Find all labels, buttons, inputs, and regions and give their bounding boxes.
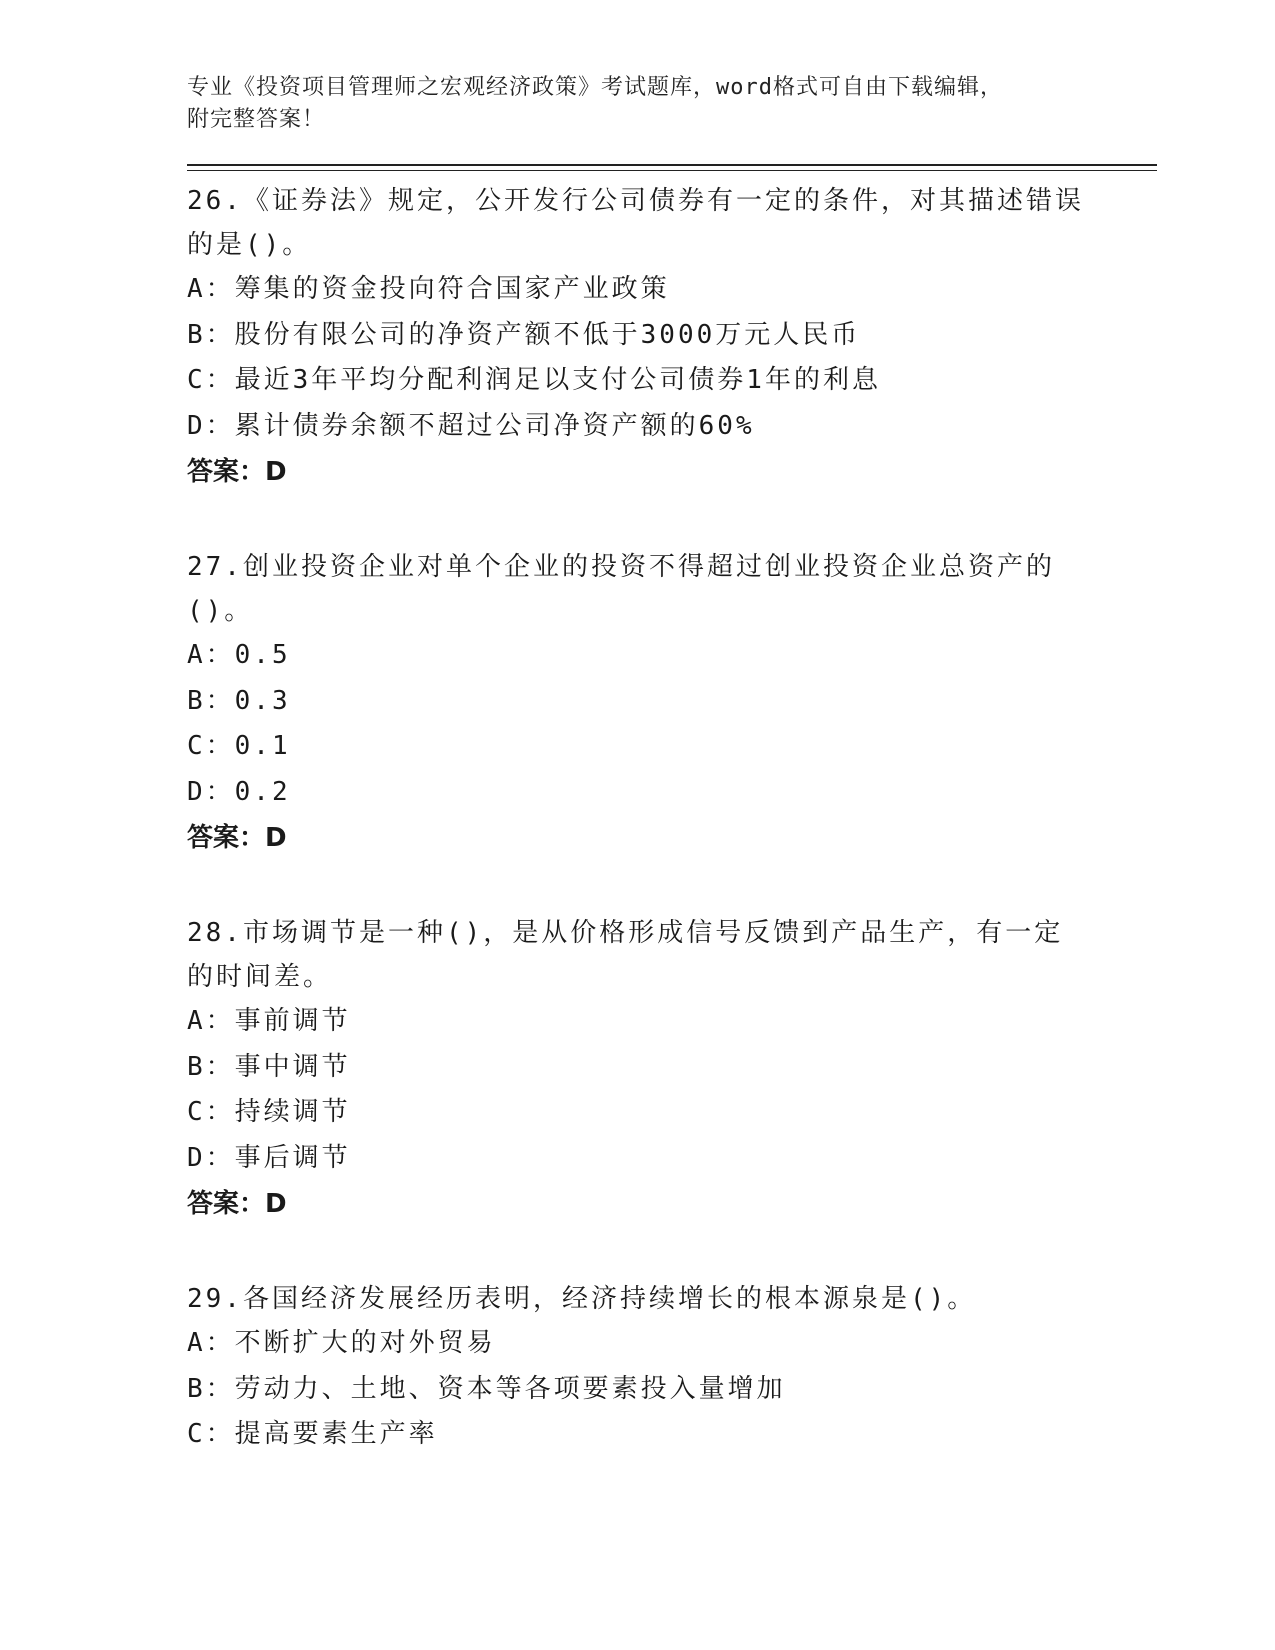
option-a: A：0.5 bbox=[187, 640, 291, 670]
answer: 答案：D bbox=[187, 823, 287, 853]
spacer bbox=[187, 861, 1157, 903]
question-text: 27.创业投资企业对单个企业的投资不得超过创业投资企业总资产的()。 bbox=[187, 552, 1055, 626]
question-26 bbox=[187, 179, 1157, 495]
question-29 bbox=[187, 1277, 1157, 1458]
option-d: D：事后调节 bbox=[187, 1142, 351, 1173]
option-a: A：筹集的资金投向符合国家产业政策 bbox=[187, 274, 670, 304]
option-a: A：不断扩大的对外贸易 bbox=[187, 1328, 496, 1358]
answer: 答案：D bbox=[187, 1189, 287, 1219]
option-d: D：累计债券余额不超过公司净资产额的60% bbox=[187, 410, 755, 441]
option-b: B：劳动力、土地、资本等各项要素投入量增加 bbox=[187, 1373, 786, 1404]
option-c: C：持续调节 bbox=[187, 1097, 351, 1127]
question-text: 26.《证券法》规定，公开发行公司债券有一定的条件，对其描述错误的是()。 bbox=[187, 186, 1084, 260]
header-divider bbox=[187, 164, 1157, 171]
question-28 bbox=[187, 911, 1157, 1227]
question-text: 29.各国经济发展经历表明，经济持续增长的根本源泉是()。 bbox=[187, 1284, 977, 1314]
spacer bbox=[187, 495, 1157, 537]
header-line-1: 专业《投资项目管理师之宏观经济政策》考试题库，word格式可自由下载编辑， bbox=[187, 75, 1003, 100]
option-d: D：0.2 bbox=[187, 776, 291, 807]
answer: 答案：D bbox=[187, 457, 287, 487]
spacer bbox=[187, 1227, 1157, 1269]
option-c: C：最近3年平均分配利润足以支付公司债券1年的利息 bbox=[187, 365, 881, 395]
question-text: 28.市场调节是一种()，是从价格形成信号反馈到产品生产，有一定的时间差。 bbox=[187, 918, 1064, 992]
option-b: B：0.3 bbox=[187, 685, 291, 716]
option-c: C：提高要素生产率 bbox=[187, 1419, 438, 1449]
option-b: B：事中调节 bbox=[187, 1051, 351, 1082]
document-page bbox=[187, 72, 1157, 1458]
option-a: A：事前调节 bbox=[187, 1006, 351, 1036]
header-line-2: 附完整答案！ bbox=[187, 107, 326, 132]
option-c: C：0.1 bbox=[187, 731, 291, 761]
question-27 bbox=[187, 545, 1157, 861]
option-b: B：股份有限公司的净资产额不低于3000万元人民币 bbox=[187, 319, 861, 350]
